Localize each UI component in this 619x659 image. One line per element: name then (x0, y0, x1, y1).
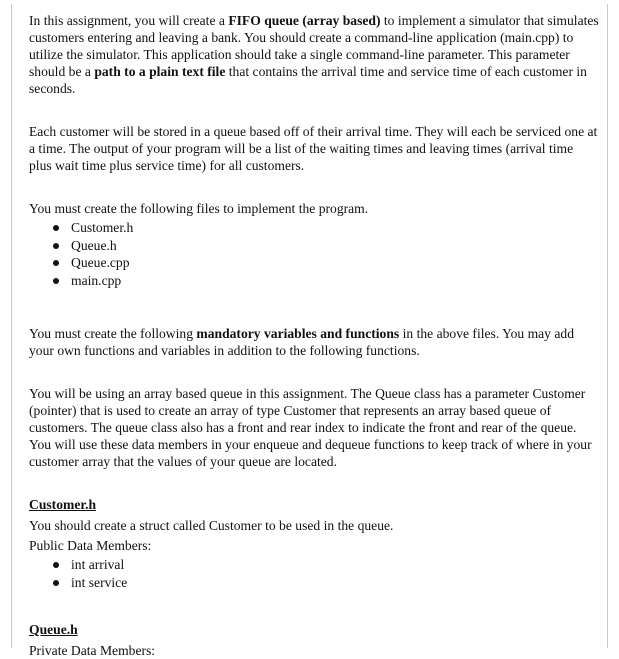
mandatory-bold: mandatory variables and functions (196, 326, 400, 341)
assignment-document (29, 12, 599, 659)
list-item (51, 574, 599, 592)
list-item (51, 219, 599, 237)
bullet-icon (53, 260, 59, 266)
file-name: Customer.h (71, 220, 134, 235)
member-name: int service (71, 574, 128, 590)
bullet-icon (53, 225, 59, 231)
customer-members-list (29, 556, 599, 591)
intro-paragraph (29, 12, 599, 97)
mandatory-paragraph (29, 325, 599, 359)
queue-h-members-label: Private Data Members: (29, 643, 156, 658)
list-item (51, 556, 599, 574)
list-item (51, 254, 599, 272)
queue-h-heading: Queue.h (29, 622, 78, 637)
list-item (51, 272, 599, 290)
member-name: int arrival (71, 557, 125, 572)
queue-paragraph: You will be using an array based queue in this assignment. The Queue class has a parameter Customer (pointer) that is used to create an array of type Customer that represents an array based queue of customers. The queue class also has a front and rear index to indicate the front and rear of the queue. You will use these data members in your enqueue and dequeue functions to keep track of where in your customer array that the values of your queue are located. (29, 386, 592, 469)
intro-text-3: that contains the arrival time and service time of each customer in seconds. (29, 64, 587, 96)
bullet-icon (53, 278, 59, 284)
customer-h-members-label: Public Data Members: (29, 538, 152, 553)
list-item (51, 237, 599, 255)
file-name: Queue.h (71, 237, 117, 253)
file-name: main.cpp (71, 272, 122, 288)
customer-h-heading: Customer.h (29, 497, 97, 512)
files-list (29, 219, 599, 289)
file-name: Queue.cpp (71, 255, 130, 270)
intro-text-1: In this assignment, you will create a (29, 13, 229, 28)
mandatory-text-2: in the above files. You may add your own functions and variables in addition to the following functions. (29, 326, 575, 358)
intro-text-2: to implement a simulator that simulates customers entering and leaving a bank. You should create a command-line application (main.cpp) to utilize the simulator. This application should take a single command-line parameter. This parameter should be a (29, 13, 599, 79)
intro-bold-fifo: FIFO queue (array based) (228, 13, 381, 28)
files-intro: You must create the following files to implement the program. (29, 201, 369, 216)
bullet-icon (53, 580, 59, 586)
bullet-icon (53, 562, 59, 568)
mandatory-text-1: You must create the following (29, 326, 197, 341)
bullet-icon (53, 243, 59, 249)
customer-paragraph: Each customer will be stored in a queue based off of their arrival time. They will each be serviced one at a time. The output of your program will be a list of the waiting times and leaving times (arrival time plus wait time plus service time) for all customers. (29, 124, 598, 173)
customer-h-description: You should create a struct called Customer to be used in the queue. (29, 518, 394, 533)
intro-bold-path: path to a plain text file (94, 64, 226, 79)
